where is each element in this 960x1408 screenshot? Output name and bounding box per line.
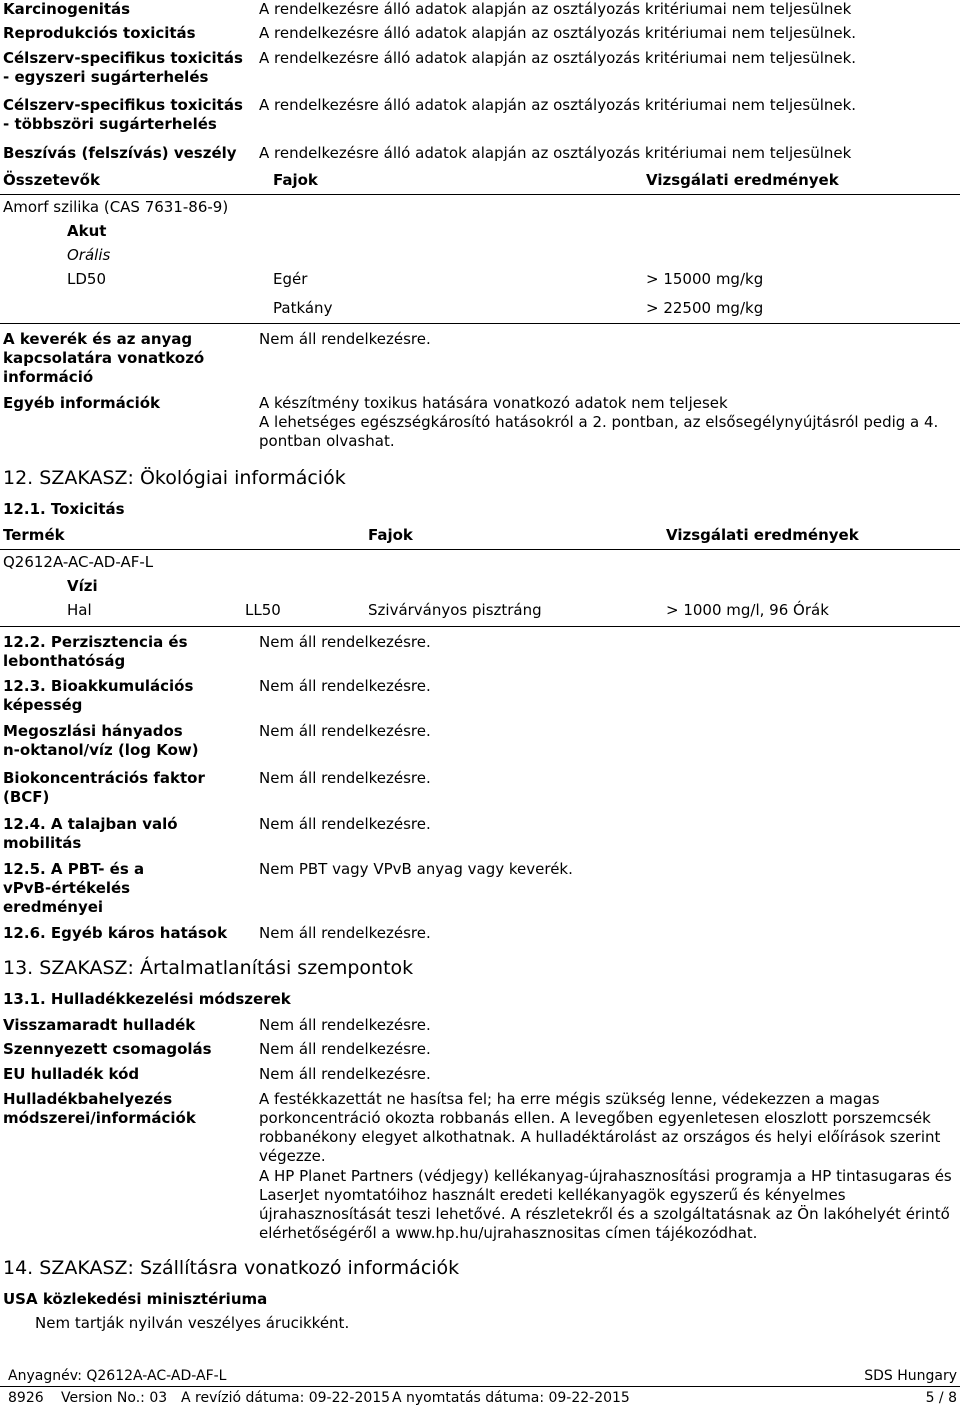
log-kow-value: Nem áll rendelkezésre.: [259, 722, 431, 740]
section-13-title: 13. SZAKASZ: Ártalmatlanítási szempontok: [3, 957, 414, 979]
section-14-subtitle: USA közlekedési minisztériuma: [3, 1290, 268, 1308]
residual-waste-value: Nem áll rendelkezésre.: [259, 1016, 431, 1034]
top-value-reprodukcios: A rendelkezésre álló adatok alapján az osztályozás kritériumai nem teljesülnek.: [259, 24, 857, 42]
packaging-value: Nem áll rendelkezésre.: [259, 1040, 431, 1058]
tox-row-result: > 15000 mg/kg: [646, 270, 764, 288]
section-12-title: 12. SZAKASZ: Ökológiai információk: [3, 467, 346, 489]
footer-version: Version No.: 03: [61, 1390, 168, 1406]
tox-header-species: Fajok: [273, 171, 318, 189]
top-value-stot-single: A rendelkezésre álló adatok alapján az osztályozás kritériumai nem teljesülnek.: [259, 49, 857, 67]
eco-product: Q2612A-AC-AD-AF-L: [3, 553, 154, 571]
tox-ld50: LD50: [67, 270, 106, 288]
disposal-label: Hulladékbahelyezés módszerei/információk: [3, 1090, 196, 1127]
eco-organism: Hal: [67, 601, 92, 619]
eco-header-species: Fajok: [368, 526, 413, 544]
eco-aquatic: Vízi: [67, 577, 98, 595]
top-value-stot-repeated: A rendelkezésre álló adatok alapján az osztályozás kritériumai nem teljesülnek.: [259, 96, 857, 114]
eco-header-rule: [0, 549, 960, 550]
mixture-value: Nem áll rendelkezésre.: [259, 330, 431, 348]
other-info-line-1: A készítmény toxikus hatására vonatkozó adatok nem teljesek: [259, 394, 728, 412]
top-value-aspiration: A rendelkezésre álló adatok alapján az osztályozás kritériumai nem teljesülnek: [259, 144, 852, 162]
eco-species: Szivárványos pisztráng: [368, 601, 542, 619]
tox-row-species: Patkány: [273, 299, 333, 317]
persistence-label: 12.2. Perzisztencia és lebonthatóság: [3, 633, 188, 670]
other-info-line-2: A lehetséges egészségkárosító hatásokról a 2. pontban, az elsősegélynyújtásról pedig a 4. pontban olvashat.: [259, 413, 939, 450]
footer-rule: [0, 1386, 960, 1387]
section-14-title: 14. SZAKASZ: Szállításra vonatkozó információk: [3, 1257, 460, 1279]
other-effects-label: 12.6. Egyéb káros hatások: [3, 924, 228, 942]
eco-table-end-rule: [0, 626, 960, 627]
soil-mobility-label: 12.4. A talajban való mobilitás: [3, 815, 178, 852]
top-label-reprodukcios: Reprodukciós toxicitás: [3, 24, 196, 42]
section-12-1-title: 12.1. Toxicitás: [3, 500, 125, 518]
top-value-karcinogenitas: A rendelkezésre álló adatok alapján az osztályozás kritériumai nem teljesülnek: [259, 0, 852, 18]
footer-print-date: A nyomtatás dátuma: 09-22-2015: [392, 1390, 630, 1406]
section-13-1-title: 13.1. Hulladékkezelési módszerek: [3, 990, 291, 1008]
top-label-stot-single: Célszerv-specifikus toxicitás - egyszeri sugárterhelés: [3, 49, 243, 86]
disposal-paragraph-1: A festékkazettát ne hasítsa fel; ha erre mégis szükség lenne, védekezzen a magas porkoncentráció okozta robbanás ellen. A levegőben egyenletesen eloszlott porszemcsék robbanékony elegyet alkothatnak. A hulladéktárolást az országos és helyi előírások szerint végezze.: [259, 1090, 941, 1165]
bioaccumulation-value: Nem áll rendelkezésre.: [259, 677, 431, 695]
residual-waste-label: Visszamaradt hulladék: [3, 1016, 196, 1034]
top-label-karcinogenitas: Karcinogenitás: [3, 0, 131, 18]
log-kow-label: Megoszlási hányados n-oktanol/víz (log Kow): [3, 722, 199, 759]
footer-doc-type: SDS Hungary: [864, 1368, 957, 1384]
tox-row-species: Egér: [273, 270, 308, 288]
eco-header-product: Termék: [3, 526, 65, 544]
tox-header-component: Összetevők: [3, 171, 100, 189]
eco-test: LL50: [245, 601, 281, 619]
bcf-label: Biokoncentrációs faktor (BCF): [3, 769, 205, 806]
top-label-stot-repeated: Célszerv-specifikus toxicitás - többszöri sugárterhelés: [3, 96, 243, 133]
top-label-aspiration: Beszívás (felszívás) veszély: [3, 144, 237, 162]
tox-acute: Akut: [67, 222, 107, 240]
bioaccumulation-label: 12.3. Bioakkumulációs képesség: [3, 677, 194, 714]
mixture-label: A keverék és az anyag kapcsolatára vonatkozó információ: [3, 330, 205, 386]
packaging-label: Szennyezett csomagolás: [3, 1040, 212, 1058]
disposal-paragraph-2: A HP Planet Partners (védjegy) kellékanyag-újrahasznosítási programja a HP tintasugaras és LaserJet nyomtatóihoz használt eredeti kellékanyagök egyszerű és kényelmes újrahasznosítását teszi lehetővé. A részletekről és a szolgáltatásnak az Ön lakóhelyét érintő elérhetőségéről a www.hp.hu/ujrahasznositas címen tájékozódhat.: [259, 1167, 952, 1242]
pbt-value: Nem PBT vagy VPvB anyag vagy keverék.: [259, 860, 573, 878]
tox-header-results: Vizsgálati eredmények: [646, 171, 839, 189]
bcf-value: Nem áll rendelkezésre.: [259, 769, 431, 787]
footer-product-name: Anyagnév: Q2612A-AC-AD-AF-L: [8, 1368, 227, 1384]
eu-waste-code-value: Nem áll rendelkezésre.: [259, 1065, 431, 1083]
footer-doc-id: 8926: [8, 1390, 44, 1406]
tox-substance: Amorf szilika (CAS 7631-86-9): [3, 198, 229, 216]
tox-table-end-rule: [0, 323, 960, 324]
other-effects-value: Nem áll rendelkezésre.: [259, 924, 431, 942]
pbt-label: 12.5. A PBT- és a vPvB-értékelés eredményei: [3, 860, 145, 916]
eu-waste-code-label: EU hulladék kód: [3, 1065, 140, 1083]
footer-revision-date: A revízió dátuma: 09-22-2015: [181, 1390, 391, 1406]
other-info-label: Egyéb információk: [3, 394, 161, 412]
persistence-value: Nem áll rendelkezésre.: [259, 633, 431, 651]
eco-result: > 1000 mg/l, 96 Órák: [666, 601, 829, 619]
tox-header-rule: [0, 194, 960, 195]
section-14-text: Nem tartják nyilván veszélyes árucikként.: [35, 1314, 350, 1332]
tox-oral: Orális: [67, 246, 111, 264]
eco-header-results: Vizsgálati eredmények: [666, 526, 859, 544]
footer-page-number: 5 / 8: [925, 1390, 957, 1406]
tox-row-result: > 22500 mg/kg: [646, 299, 764, 317]
soil-mobility-value: Nem áll rendelkezésre.: [259, 815, 431, 833]
